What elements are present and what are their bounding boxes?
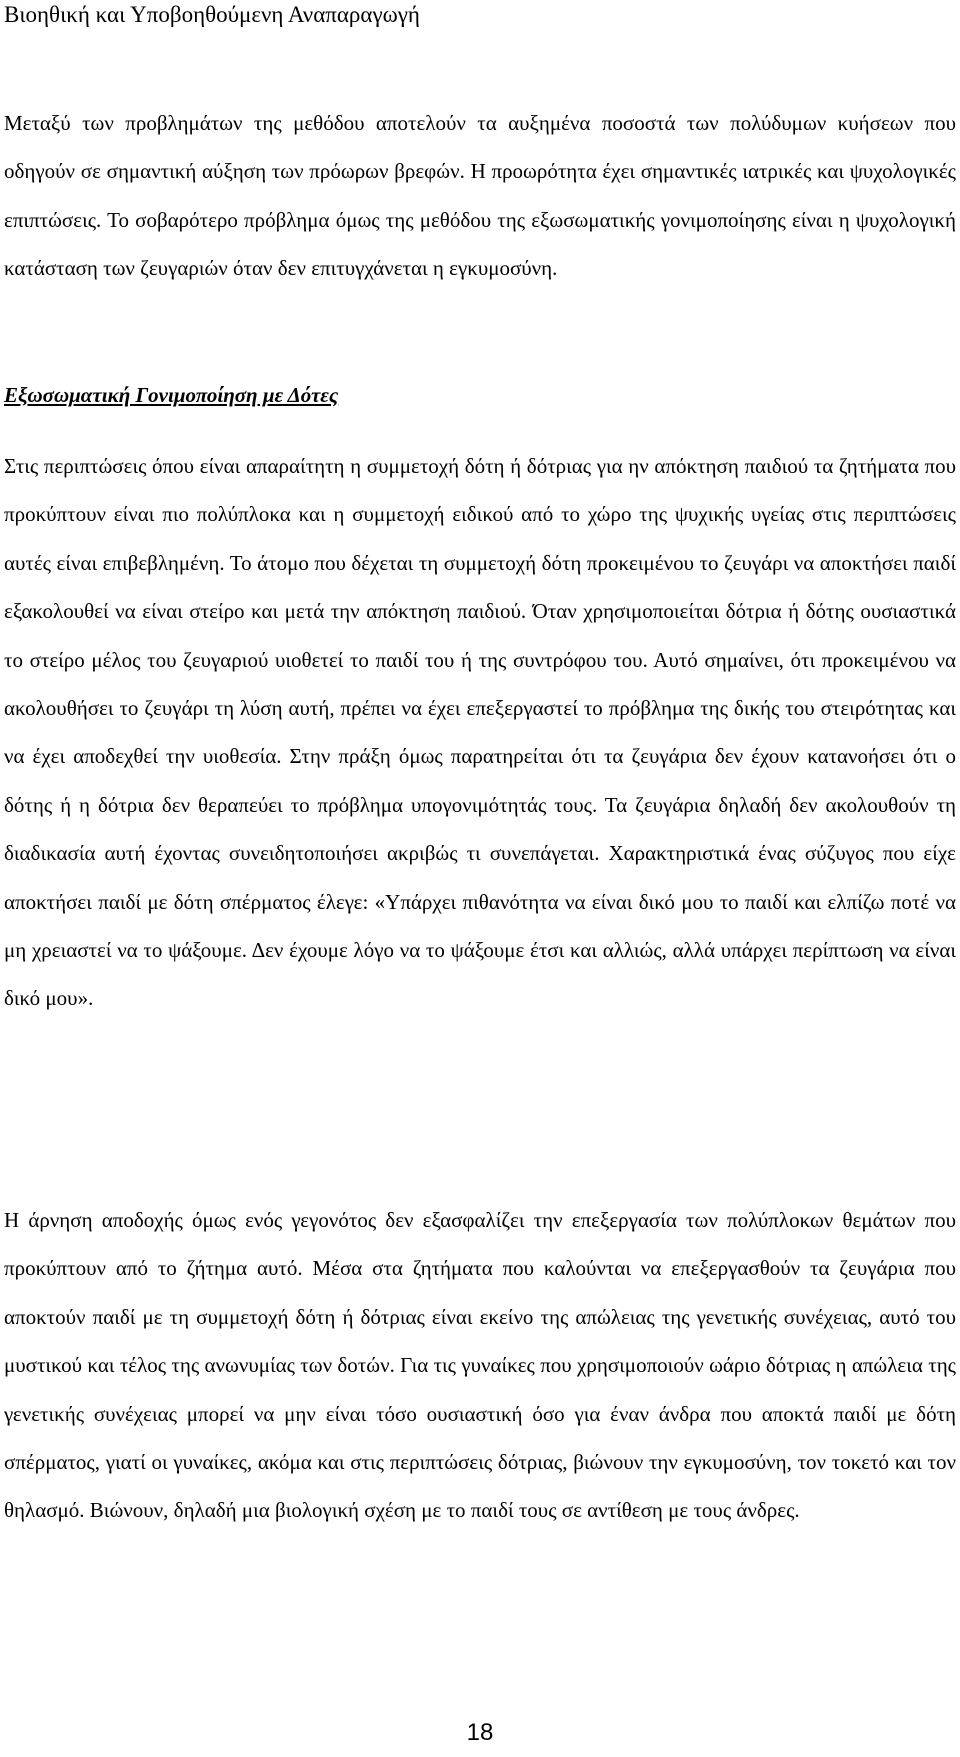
running-header: Βιοηθική και Υποβοηθούμενη Αναπαραγωγή [4, 2, 420, 27]
paragraph-donor-participation: Στις περιπτώσεις όπου είναι απαραίτητη η συμμετοχή δότη ή δότριας για ην απόκτηση παιδιού τα ζητήματα που προκύπτουν είναι πιο πολύπλοκα και η συμμετοχή ειδικού από το χώρο της ψυχικής υγείας στις περιπτώσεις αυτές είναι επιβεβλημένη. Το άτομο που δέχεται τη συμμετοχή δότη προκειμένου το ζευγάρι να αποκτήσει παιδί εξακολουθεί να είναι στείρο και μετά την απόκτηση παιδιού. Όταν χρησιμοποιείται δότρια ή δότης ουσιαστικά το στείρο μέλος του ζευγαριού υιοθετεί το παιδί του ή της συντρόφου του. Αυτό σημαίνει, ότι προκειμένου να ακολουθήσει το ζευγάρι τη λύση αυτή, πρέπει να έχει επεξεργαστεί το πρόβλημα της δικής του στειρότητας και να έχει αποδεχθεί την υιοθεσία. Στην πράξη όμως παρατηρείται ότι τα ζευγάρια δεν έχουν κατανοήσει ότι ο δότης ή η δότρια δεν θεραπεύει το πρόβλημα υπογονιμότητάς τους. Τα ζευγάρια δηλαδή δεν ακολουθούν τη διαδικασία αυτή έχοντας συνειδητοποιήσει ακριβώς τι συνεπάγεται. Χαρακτηριστικά ένας σύζυγος που είχε αποκτήσει παιδί με δότη σπέρματος έλεγε: «Υπάρχει πιθανότητα να είναι δικό μου το παιδί και ελπίζω ποτέ να μη χρειαστεί να το ψάξουμε. Δεν έχουμε λόγο να το ψάξουμε έτσι και αλλιώς, αλλά υπάρχει περίπτωση να είναι δικό μου». [4, 454, 956, 1011]
page-number: 18 [466, 1719, 494, 1746]
paragraph-denial-acceptance: Η άρνηση αποδοχής όμως ενός γεγονότος δεν εξασφαλίζει την επεξεργασία των πολύπλοκων θεμάτων που προκύπτουν από το ζήτημα αυτό. Μέσα στα ζητήματα που καλούνται να επεξεργασθούν τα ζευγάρια που αποκτούν παιδί με τη συμμετοχή δότη ή δότριας είναι εκείνο της απώλειας της γενετικής συνέχειας, αυτό του μυστικού και τέλος της ανωνυμίας των δοτών. Για τις γυναίκες που χρησιμοποιούν ωάριο δότριας η απώλεια της γενετικής συνέχειας μπορεί να μην είναι τόσο ουσιαστική όσο για έναν άνδρα που αποκτά παιδί με δότη σπέρματος, γιατί οι γυναίκες, ακόμα και στις περιπτώσεις δότριας, βιώνουν την εγκυμοσύνη, τον τοκετό και τον θηλασμό. Βιώνουν, δηλαδή μια βιολογική σχέση με το παιδί τους σε αντίθεση με τους άνδρες. [4, 1208, 956, 1523]
paragraph-ivf-problems: Μεταξύ των προβλημάτων της μεθόδου αποτελούν τα αυξημένα ποσοστά των πολύδυμων κυήσεων που οδηγούν σε σημαντική αύξηση των πρόωρων βρεφών. Η προωρότητα έχει σημαντικές ιατρικές και ψυχολογικές επιπτώσεις. Το σοβαρότερο πρόβλημα όμως της μεθόδου της εξωσωματικής γονιμοποίησης είναι η ψυχολογική κατάσταση των ζευγαριών όταν δεν επιτυγχάνεται η εγκυμοσύνη. [4, 111, 956, 281]
section-heading: Εξωσωματική Γονιμοποίηση με Δότες [4, 383, 339, 407]
